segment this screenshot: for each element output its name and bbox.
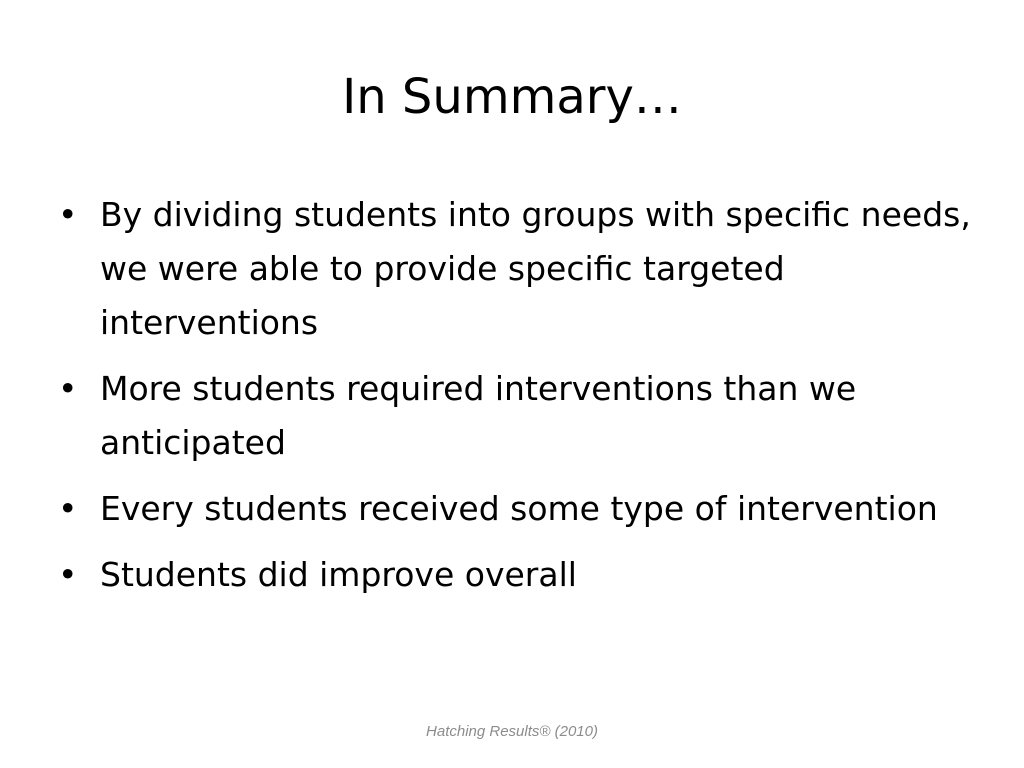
bullet-text: More students required interventions than we anticipated xyxy=(100,369,857,462)
list-item xyxy=(56,362,976,470)
bullet-list xyxy=(56,188,976,614)
bullet-text: Students did improve overall xyxy=(100,555,577,594)
footer-credit: Hatching Results® (2010) xyxy=(426,723,598,740)
list-item xyxy=(56,548,976,602)
bullet-icon: • xyxy=(58,555,78,594)
list-item xyxy=(56,482,976,536)
bullet-icon: • xyxy=(58,195,78,234)
bullet-icon: • xyxy=(58,489,78,528)
list-item xyxy=(56,188,976,350)
bullet-text: By dividing students into groups with specific needs, we were able to provide specific targeted interventions xyxy=(100,195,971,342)
bullet-text: Every students received some type of intervention xyxy=(100,489,938,528)
slide-title: In Summary… xyxy=(342,69,682,125)
bullet-icon: • xyxy=(58,369,78,408)
